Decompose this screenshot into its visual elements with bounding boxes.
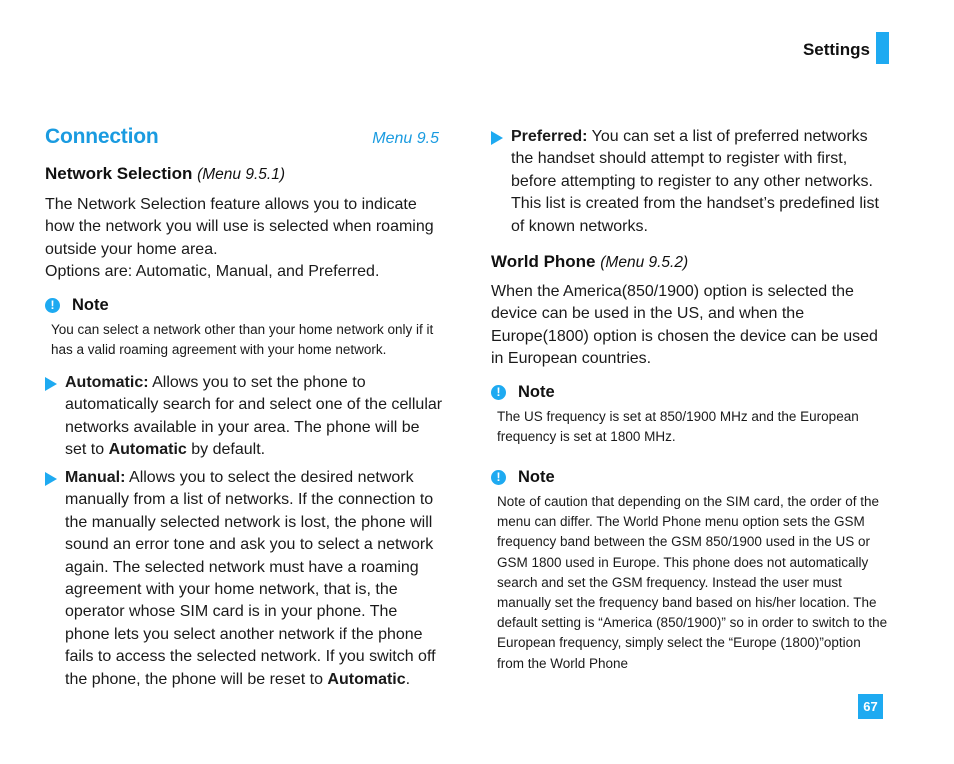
description: Allows you to select the desired network manually from a list of networks. If the connection to the manually selected network is lost, the phone will sound an error tone and ask you to select a network again. The selected network must have a roaming agreement with your home network, that is, the operator whose SIM card is in your phone. The phone lets you select another network if the phone fails to access the selected network. If you switch off the phone, the phone will be reset to (65, 469, 436, 688)
exclamation-circle-icon: ! (45, 298, 60, 313)
description: Allows you to set the phone to automatically search for and select one of the cellular networks available in your area. The phone will be set to (65, 374, 443, 459)
note-label: Note (518, 383, 555, 401)
bullet-automatic (45, 372, 443, 462)
bullet-text (65, 467, 443, 691)
note-text: The US frequency is set at 850/1900 MHz and the European frequency is set at 1800 MHz. (497, 409, 859, 445)
exclamation-circle-icon: ! (491, 385, 506, 400)
heading-menu-ref: (Menu 9.5.1) (197, 166, 285, 183)
bullet-text (65, 372, 443, 462)
note-text: You can select a network other than your home network only if it has a valid roaming agreement with your home network. (51, 322, 434, 358)
note-label: Note (72, 296, 109, 314)
term: Manual: (65, 469, 126, 486)
paragraph: The Network Selection feature allows you to indicate how the network you will use is selected when roaming outside your home area. (45, 196, 434, 258)
triangle-right-icon (45, 377, 57, 391)
running-header: Settings (802, 40, 870, 59)
description-tail: . (405, 670, 411, 688)
page-title: Connection (45, 125, 159, 148)
bullet-text (511, 126, 889, 238)
emphasis: Automatic (108, 441, 187, 459)
emphasis: Automatic (327, 670, 406, 688)
term: Automatic: (65, 374, 149, 391)
exclamation-circle-icon: ! (491, 470, 506, 485)
heading-menu-ref: (Menu 9.5.2) (600, 254, 689, 271)
triangle-right-icon (491, 131, 503, 145)
description: You can set a list of preferred networks the handset should attempt to register with first, before attempting to register to any other networks. This list is created from the handset’s predefined list of known networks. (511, 128, 879, 235)
page-number: 67 (858, 694, 883, 719)
triangle-right-icon (45, 472, 57, 486)
network-selection-body (45, 194, 437, 283)
note-heading (45, 296, 109, 315)
bullet-preferred (491, 126, 889, 238)
paragraph: When the America(850/1900) option is selected the device can be used in the US, and when the Europe(1800) option is chosen the device can be used in European countries. (491, 283, 878, 367)
note-label: Note (518, 468, 555, 486)
heading-text: World Phone (491, 252, 596, 271)
note-text: Note of caution that depending on the SIM card, the order of the menu can differ. The World Phone menu option sets the GSM frequency band between the GSM 850/1900 used in the US or GSM 1800 used in Europe. This phone does not automatically search and set the GSM frequency. Instead the user must manually set the frequency band based on his/her location. The default setting is “America (850/1900)” so in order to switch to the European frequency, simply select the “Europe (1800)”option from the World Phone (497, 494, 888, 671)
note-heading (491, 468, 555, 487)
world-phone-heading (491, 252, 688, 272)
menu-reference: Menu 9.5 (372, 130, 439, 147)
network-selection-heading (45, 164, 285, 184)
world-phone-body (491, 281, 883, 370)
note-heading (491, 383, 555, 402)
bullet-manual (45, 467, 443, 691)
paragraph: Options are: Automatic, Manual, and Preferred. (45, 262, 380, 280)
header-accent-bar (876, 32, 889, 64)
description-tail: by default. (186, 441, 266, 459)
term: Preferred: (511, 128, 588, 145)
heading-text: Network Selection (45, 164, 193, 183)
